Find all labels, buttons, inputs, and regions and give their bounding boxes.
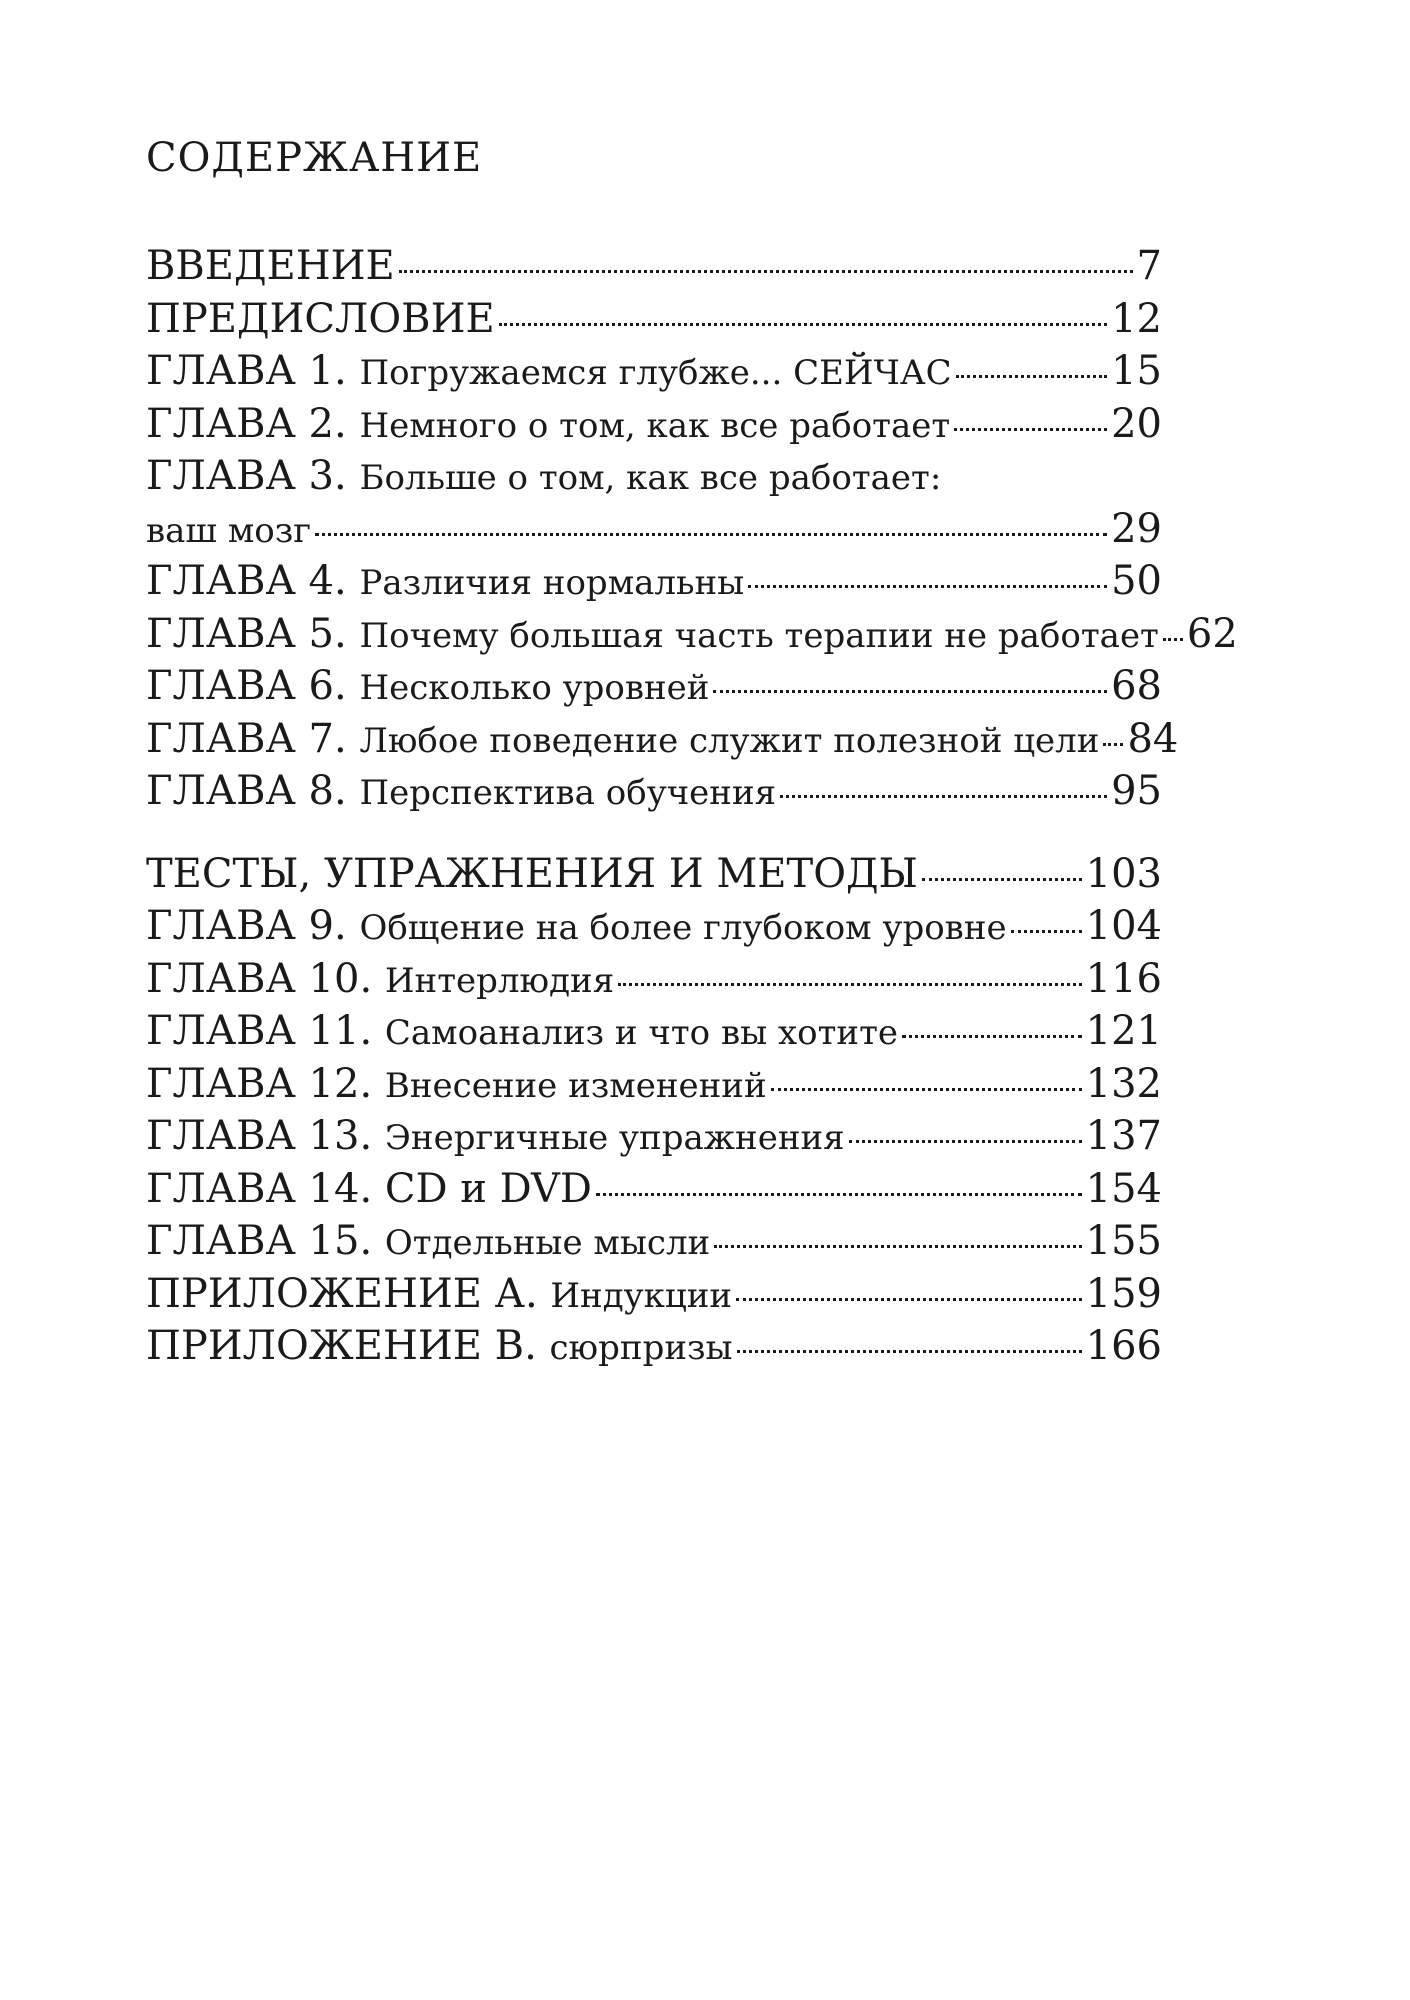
chapter-head: ГЛАВА 5. xyxy=(146,610,347,657)
chapter-title: Несколько уровней xyxy=(359,668,710,708)
chapter-head: ГЛАВА 2. xyxy=(146,400,347,447)
toc-entry-label xyxy=(146,1110,845,1165)
dot-leader xyxy=(748,575,1107,588)
toc-entry-chapter-5[interactable] xyxy=(146,608,1238,661)
toc-entry-intro[interactable] xyxy=(146,240,1162,293)
appendix-title: Индукции xyxy=(550,1275,733,1316)
toc-entry-chapter-15[interactable] xyxy=(146,1215,1162,1268)
toc-entry-page: 159 xyxy=(1085,1270,1162,1317)
table-of-contents xyxy=(146,240,1238,1373)
toc-entry-label xyxy=(146,900,1007,955)
toc-entry-label: ПРЕДИСЛОВИЕ xyxy=(146,295,495,342)
toc-entry-page: 137 xyxy=(1085,1113,1162,1159)
chapter-head: ГЛАВА 3. xyxy=(146,453,347,499)
toc-entry-label xyxy=(146,1268,732,1323)
toc-entry-tests[interactable] xyxy=(146,848,1162,901)
toc-entry-label xyxy=(146,398,950,453)
chapter-head: ГЛАВА 9. xyxy=(146,903,347,949)
appendix-head: ПРИЛОЖЕНИЕ А. xyxy=(146,1270,538,1317)
page-title: СОДЕРЖАНИЕ xyxy=(146,135,483,181)
toc-entry-chapter-10[interactable] xyxy=(146,953,1162,1006)
toc-entry-page: 15 xyxy=(1111,348,1162,394)
toc-entry-page: 84 xyxy=(1127,715,1179,762)
chapter-head: ГЛАВА 14. xyxy=(146,1165,373,1212)
appendix-head: ПРИЛОЖЕНИЕ В. xyxy=(146,1323,537,1369)
toc-entry-label xyxy=(146,1163,592,1216)
toc-entry-label xyxy=(146,765,776,820)
dot-leader xyxy=(1103,733,1123,746)
toc-entry-appendix-b[interactable] xyxy=(146,1320,1162,1373)
dot-leader xyxy=(315,523,1107,536)
toc-entry-chapter-3-line-1[interactable] xyxy=(146,450,1162,503)
toc-entry-label xyxy=(146,345,952,400)
toc-entry-page: 103 xyxy=(1085,850,1162,897)
chapter-title: Любое поведение служит полезной цели xyxy=(359,720,1100,761)
chapter-title: Перспектива обучения xyxy=(359,773,777,813)
toc-entry-chapter-11[interactable] xyxy=(146,1005,1162,1058)
dot-leader xyxy=(771,1078,1082,1091)
dot-leader xyxy=(499,313,1107,326)
toc-entry-appendix-a[interactable] xyxy=(146,1268,1162,1321)
toc-entry-label xyxy=(146,608,1159,663)
dot-leader xyxy=(714,1235,1081,1248)
toc-entry-page: 116 xyxy=(1085,955,1162,1002)
toc-entry-chapter-9[interactable] xyxy=(146,900,1162,953)
chapter-head: ГЛАВА 11. xyxy=(146,1008,373,1054)
chapter-head: ГЛАВА 15. xyxy=(146,1218,373,1264)
chapter-head: ГЛАВА 7. xyxy=(146,715,347,762)
toc-entry-page: 20 xyxy=(1111,400,1162,447)
toc-entry-label xyxy=(146,555,744,610)
toc-entry-page: 155 xyxy=(1085,1218,1162,1264)
toc-entry-page: 29 xyxy=(1111,505,1162,552)
chapter-title: Интерлюдия xyxy=(384,960,615,1001)
chapter-title: Самоанализ и что вы хотите xyxy=(384,1013,898,1053)
toc-entry-page: 68 xyxy=(1111,663,1162,709)
chapter-head: ГЛАВА 1. xyxy=(146,348,347,394)
dot-leader xyxy=(713,680,1107,693)
dot-leader xyxy=(849,1130,1082,1143)
chapter-title: Погружаемся глубже... СЕЙЧАС xyxy=(359,353,952,393)
toc-entry-chapter-7[interactable] xyxy=(146,713,1179,766)
toc-entry-page: 7 xyxy=(1136,243,1162,289)
chapter-title: Почему большая часть терапии не работает xyxy=(359,615,1159,656)
toc-entry-chapter-2[interactable] xyxy=(146,398,1162,451)
chapter-title: Внесение изменений xyxy=(384,1065,767,1106)
chapter-head: ГЛАВА 13. xyxy=(146,1113,373,1159)
toc-entry-label: ТЕСТЫ, УПРАЖНЕНИЯ И МЕТОДЫ xyxy=(146,850,918,897)
toc-entry-label xyxy=(146,660,709,715)
toc-entry-page: 104 xyxy=(1085,903,1162,949)
chapter-title: Общение на более глубоком уровне xyxy=(359,908,1007,948)
toc-entry-label xyxy=(146,1005,898,1060)
toc-entry-page: 95 xyxy=(1111,768,1162,814)
chapter-title: CD и DVD xyxy=(384,1165,592,1212)
dot-leader xyxy=(1011,920,1082,933)
toc-entry-chapter-1[interactable] xyxy=(146,345,1162,398)
toc-entry-label xyxy=(146,953,614,1008)
toc-entry-label xyxy=(146,450,941,505)
toc-entry-page: 121 xyxy=(1085,1008,1162,1054)
dot-leader xyxy=(618,973,1081,986)
toc-entry-chapter-12[interactable] xyxy=(146,1058,1162,1111)
toc-entry-page: 12 xyxy=(1111,295,1162,342)
chapter-title: Различия нормальны xyxy=(359,563,745,603)
chapter-title: Энергичные упражнения xyxy=(384,1118,845,1158)
dot-leader xyxy=(780,785,1107,798)
chapter-title: Немного о том, как все работает xyxy=(359,405,951,446)
chapter-head: ГЛАВА 12. xyxy=(146,1060,373,1107)
dot-leader xyxy=(954,418,1107,431)
chapter-title: Отдельные мысли xyxy=(384,1223,711,1263)
toc-entry-preface[interactable] xyxy=(146,293,1162,346)
dot-leader xyxy=(737,1340,1082,1353)
toc-entry-page: 166 xyxy=(1085,1323,1162,1369)
toc-entry-label xyxy=(146,1058,767,1113)
toc-entry-label: ВВЕДЕНИЕ xyxy=(146,243,395,289)
dot-leader xyxy=(1163,628,1183,641)
dot-leader xyxy=(399,260,1133,273)
chapter-title-continued: ваш мозг xyxy=(146,510,312,551)
chapter-head: ГЛАВА 10. xyxy=(146,955,373,1002)
dot-leader xyxy=(956,365,1107,378)
toc-entry-label xyxy=(146,713,1099,768)
toc-entry-page: 132 xyxy=(1085,1060,1162,1107)
toc-entry-chapter-13[interactable] xyxy=(146,1110,1162,1163)
toc-entry-chapter-14[interactable] xyxy=(146,1163,1162,1216)
chapter-head: ГЛАВА 6. xyxy=(146,663,347,709)
dot-leader xyxy=(922,868,1082,881)
dot-leader xyxy=(902,1025,1082,1038)
toc-entry-chapter-8[interactable] xyxy=(146,765,1162,818)
toc-entry-label xyxy=(146,1320,733,1375)
dot-leader xyxy=(596,1183,1082,1196)
section-gap xyxy=(146,818,1162,848)
toc-entry-page: 154 xyxy=(1085,1165,1162,1212)
chapter-head: ГЛАВА 8. xyxy=(146,768,347,814)
toc-entry-chapter-3-line-2[interactable] xyxy=(146,503,1162,556)
chapter-head: ГЛАВА 4. xyxy=(146,558,347,604)
toc-entry-page: 62 xyxy=(1186,610,1238,657)
toc-entry-chapter-4[interactable] xyxy=(146,555,1162,608)
dot-leader xyxy=(736,1288,1082,1301)
chapter-title: Больше о том, как все работает: xyxy=(359,458,942,498)
toc-entry-page: 50 xyxy=(1111,558,1162,604)
toc-entry-chapter-6[interactable] xyxy=(146,660,1162,713)
appendix-title: сюрпризы xyxy=(549,1328,733,1368)
toc-entry-label xyxy=(146,1215,710,1270)
